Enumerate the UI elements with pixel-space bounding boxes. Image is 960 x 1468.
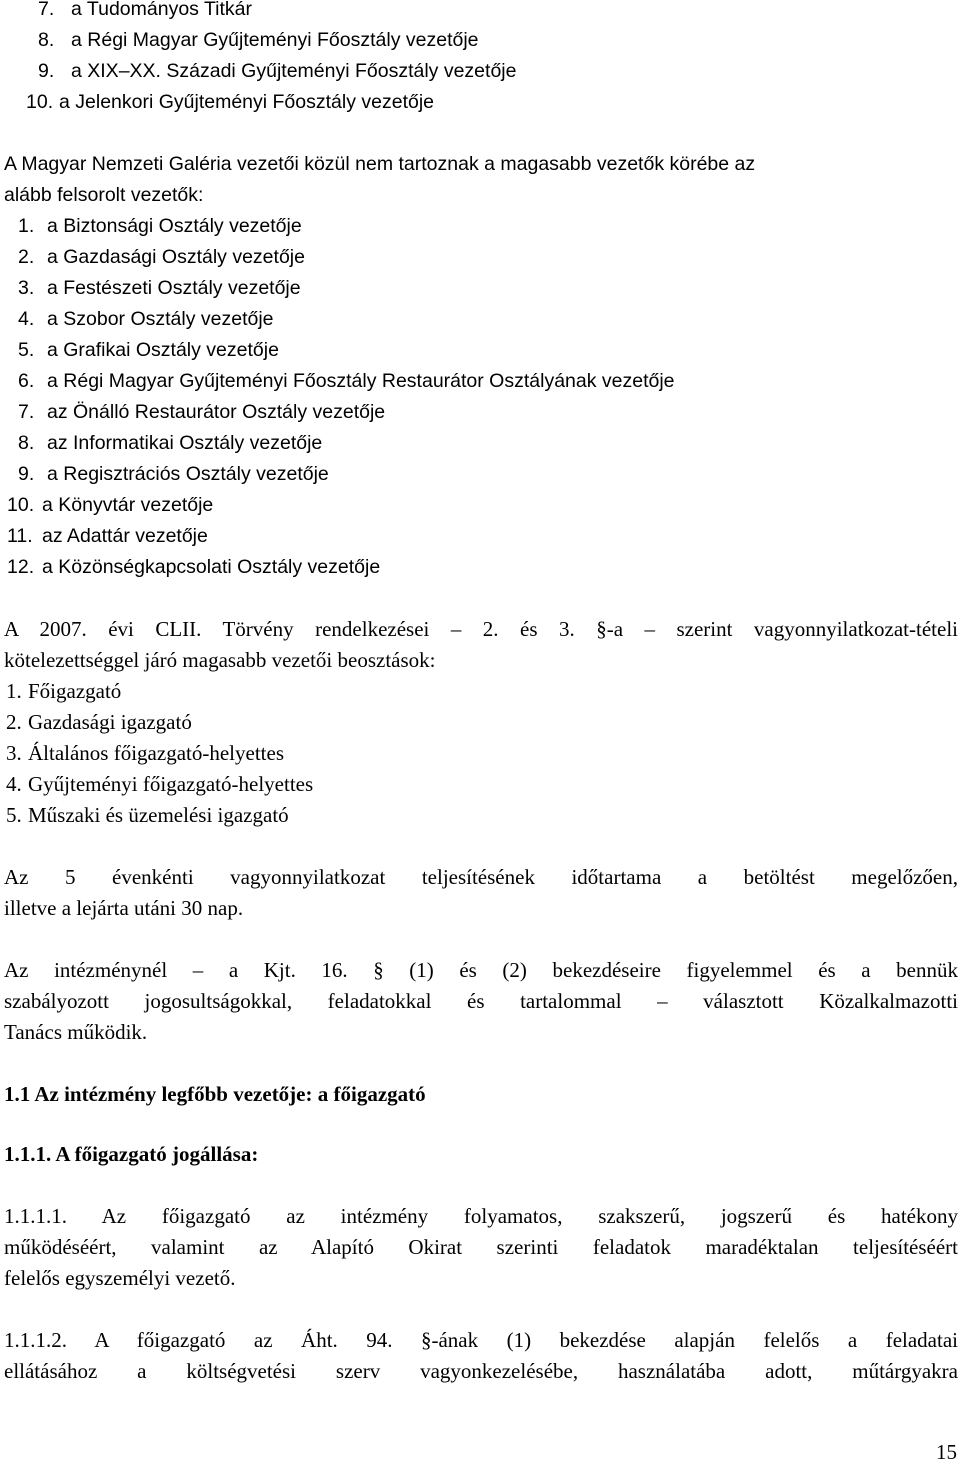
lower-list — [4, 211, 958, 583]
subsection-heading: 1.1.1. A főigazgató jogállása: — [4, 1142, 259, 1166]
list-item: 2. a Gazdasági Osztály vezetője — [18, 246, 305, 268]
list-item: 5. a Grafikai Osztály vezetője — [18, 339, 279, 361]
list-item: 4. Gyűjteményi főigazgató-helyettes — [6, 772, 314, 796]
list-item: 1. a Biztonsági Osztály vezetője — [18, 215, 302, 237]
spacer — [4, 924, 958, 955]
list-item: 11. az Adattár vezetője — [7, 525, 208, 547]
spacer — [4, 1110, 958, 1139]
positions-list — [4, 676, 958, 831]
list-item: 10. a Jelenkori Gyűjteményi Főosztály vezetője — [26, 91, 435, 113]
list-item: 2. Gazdasági igazgató — [6, 710, 192, 734]
list-item: 12. a Közönségkapcsolati Osztály vezetője — [7, 556, 381, 578]
spacer — [4, 583, 958, 614]
list-item: 7. az Önálló Restaurátor Osztály vezetője — [18, 401, 386, 423]
spacer — [4, 831, 958, 862]
page-number: 15 — [936, 1440, 957, 1464]
spacer — [4, 1170, 958, 1201]
list-item: 8. az Informatikai Osztály vezetője — [18, 432, 323, 454]
top-list — [4, 0, 958, 118]
list-item: 3. Általános főigazgató-helyettes — [6, 741, 284, 765]
document-body — [4, 0, 958, 1387]
spacer — [4, 1294, 958, 1325]
list-item: 9. a XIX–XX. Századi Gyűjteményi Főosztály vezetője — [38, 60, 517, 82]
intro-paragraph: A Magyar Nemzeti Galéria vezetői közül nem tartoznak a magasabb vezetők körébe az alább felsorolt vezetők: — [4, 153, 756, 206]
list-item: 7. a Tudományos Titkár — [38, 0, 253, 20]
list-item: 9. a Regisztrációs Osztály vezetője — [18, 463, 329, 485]
paragraph-1-1-1-1: 1.1.1.1. Az főigazgató az intézmény folyamatos, szakszerű, jogszerű és hatékony működéséért, valamint az Alapító Okirat szerinti feladatok maradéktalan teljesítéséért felelős egyszemélyi vezető. — [4, 1204, 958, 1290]
five-year-paragraph: Az 5 évenkénti vagyonnyilatkozat teljesítésének időtartama a betöltést megelőzően, illetve a lejárta utáni 30 nap. — [4, 865, 958, 920]
spacer — [4, 1048, 958, 1079]
list-item: 1. Főigazgató — [6, 679, 122, 703]
list-item: 4. a Szobor Osztály vezetője — [18, 308, 274, 330]
list-item: 3. a Festészeti Osztály vezetője — [18, 277, 301, 299]
section-heading: 1.1 Az intézmény legfőbb vezetője: a főigazgató — [4, 1082, 426, 1106]
council-paragraph: Az intézménynél – a Kjt. 16. § (1) és (2) bekezdéseire figyelemmel és a bennük szabályozott jogosultságokkal, feladatokkal és tartalommal – választott Közalkalmazotti Tanács működik. — [4, 958, 958, 1044]
list-item: 5. Műszaki és üzemelési igazgató — [6, 803, 289, 827]
list-item: 10. a Könyvtár vezetője — [7, 494, 214, 516]
list-item: 6. a Régi Magyar Gyűjteményi Főosztály Restaurátor Osztályának vezetője — [18, 370, 675, 392]
spacer — [4, 118, 958, 149]
paragraph-1-1-1-2: 1.1.1.2. A főigazgató az Áht. 94. §-ának (1) bekezdése alapján felelős a feladatai ellátásához a költségvetési szerv vagyonkezelésébe, használatába adott, műtárgyakra — [4, 1328, 958, 1383]
list-item: 8. a Régi Magyar Gyűjteményi Főosztály vezetője — [38, 29, 479, 51]
law-paragraph: A 2007. évi CLII. Törvény rendelkezései – 2. és 3. §-a – szerint vagyonnyilatkozat-tételi kötelezettséggel járó magasabb vezetői beosztások: — [4, 617, 958, 672]
